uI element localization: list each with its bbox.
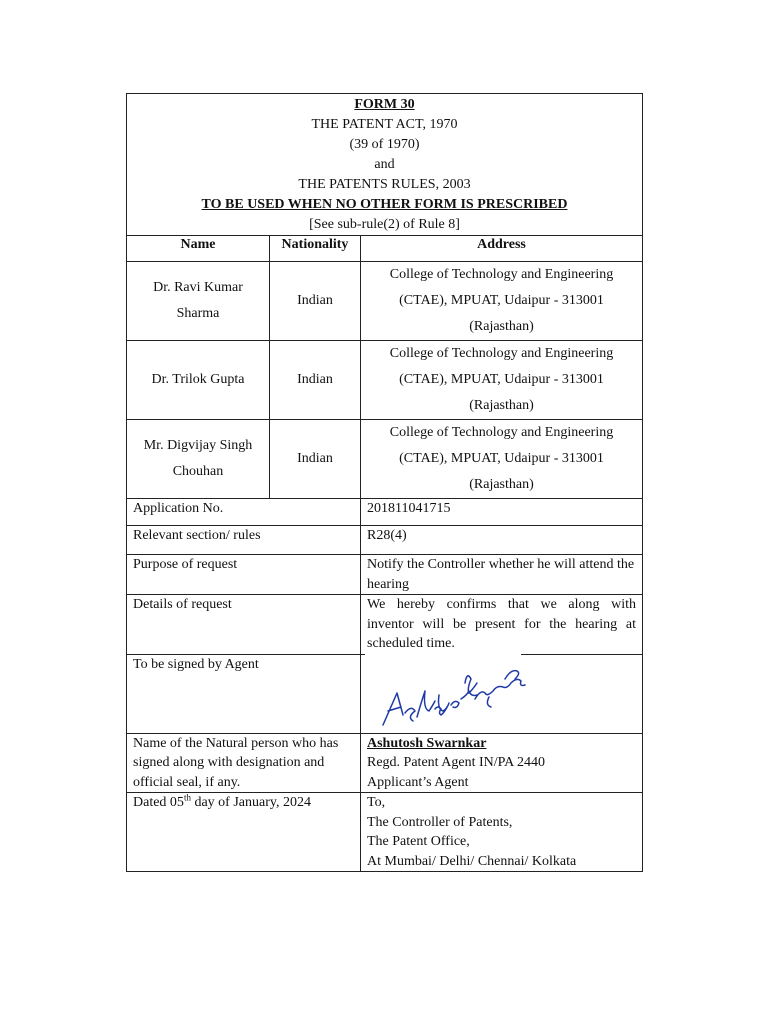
applicant-name xyxy=(127,420,270,499)
section-label: Relevant section/ rules xyxy=(127,526,361,555)
address-line: College of Technology and Engineering xyxy=(389,425,614,440)
applicant-name-line: Mr. Digvijay Singh xyxy=(143,438,253,453)
dated-row xyxy=(127,793,643,872)
column-address: Address xyxy=(361,236,643,262)
purpose-row xyxy=(127,555,643,595)
sub-rule-ref: [See sub-rule(2) of Rule 8] xyxy=(309,217,460,232)
dated-cell xyxy=(127,793,361,872)
application-no-value: 201811041715 xyxy=(361,499,643,526)
applicant-name-line: Dr. Trilok Gupta xyxy=(151,372,245,387)
applicant-nationality: Indian xyxy=(270,341,361,420)
details-row xyxy=(127,595,643,655)
act-number: (39 of 1970) xyxy=(349,137,420,152)
applicant-row xyxy=(127,262,643,341)
rules-title: THE PATENTS RULES, 2003 xyxy=(298,177,471,192)
form-number: FORM 30 xyxy=(354,97,415,112)
signature-cell xyxy=(361,654,643,733)
details-value: We hereby confirms that we along with inventor will be present for the hearing at scheduled time. xyxy=(361,595,643,655)
signature-row xyxy=(127,654,643,733)
applicant-name xyxy=(127,341,270,420)
agent-registration: Regd. Patent Agent IN/PA 2440 xyxy=(367,755,545,770)
address-line: (CTAE), MPUAT, Udaipur - 313001 xyxy=(399,451,604,466)
addressee-line: At Mumbai/ Delhi/ Chennai/ Kolkata xyxy=(367,853,577,869)
natural-person-row xyxy=(127,733,643,793)
application-no-label: Application No. xyxy=(127,499,361,526)
applicant-nationality: Indian xyxy=(270,262,361,341)
agent-role: Applicant’s Agent xyxy=(367,774,469,790)
act-title: THE PATENT ACT, 1970 xyxy=(311,117,458,132)
and-text: and xyxy=(374,157,395,172)
handwritten-signature xyxy=(373,655,543,731)
natural-person-label: Name of the Natural person who has signed along with designation and official seal, if any. xyxy=(127,733,361,793)
applicant-name-line: Chouhan xyxy=(172,464,224,479)
form-30 xyxy=(126,93,642,872)
details-label: Details of request xyxy=(127,595,361,655)
addressee-to: To, xyxy=(367,795,386,810)
purpose-label: Purpose of request xyxy=(127,555,361,595)
purpose-value: Notify the Controller whether he will attend the hearing xyxy=(361,555,643,595)
form-table xyxy=(126,93,643,872)
dated-ordinal: th xyxy=(183,792,191,803)
form-header xyxy=(127,94,643,236)
agent-name: Ashutosh Swarnkar xyxy=(367,735,487,751)
agent-details xyxy=(361,733,643,793)
applicant-address xyxy=(361,420,643,499)
address-line: College of Technology and Engineering xyxy=(389,346,614,361)
applicant-row xyxy=(127,420,643,499)
dated-prefix: Dated 05 xyxy=(133,795,184,810)
address-line: (Rajasthan) xyxy=(469,398,534,413)
column-name: Name xyxy=(127,236,270,262)
section-row xyxy=(127,526,643,555)
addressee xyxy=(361,793,643,872)
addressee-line: The Controller of Patents, xyxy=(367,814,513,830)
signed-by-label: To be signed by Agent xyxy=(127,654,361,733)
column-nationality: Nationality xyxy=(270,236,361,262)
applicant-nationality: Indian xyxy=(270,420,361,499)
section-value: R28(4) xyxy=(361,526,643,555)
usage-note: TO BE USED WHEN NO OTHER FORM IS PRESCRIBED xyxy=(201,197,568,212)
column-header-row xyxy=(127,236,643,262)
address-line: (Rajasthan) xyxy=(469,319,534,334)
address-line: (CTAE), MPUAT, Udaipur - 313001 xyxy=(399,293,604,308)
address-line: (CTAE), MPUAT, Udaipur - 313001 xyxy=(399,372,604,387)
dated-suffix: day of January, 2024 xyxy=(190,795,311,810)
applicant-name-line: Sharma xyxy=(176,306,220,321)
applicant-name-line: Dr. Ravi Kumar xyxy=(153,280,243,295)
application-no-row xyxy=(127,499,643,526)
applicant-name xyxy=(127,262,270,341)
form-header-row xyxy=(127,94,643,236)
applicant-address xyxy=(361,341,643,420)
address-line: (Rajasthan) xyxy=(469,477,534,492)
addressee-line: The Patent Office, xyxy=(367,834,470,849)
applicant-address xyxy=(361,262,643,341)
applicant-row xyxy=(127,341,643,420)
address-line: College of Technology and Engineering xyxy=(389,267,614,282)
